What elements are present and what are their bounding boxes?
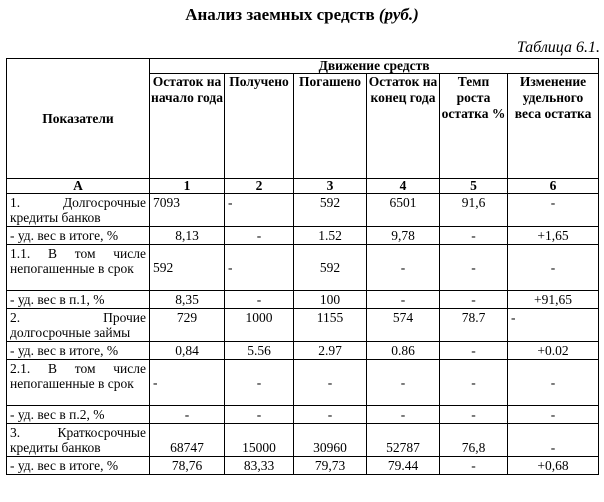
index-cell: 3 xyxy=(294,179,367,194)
table-cell: - xyxy=(440,245,508,291)
table-cell: 79.44 xyxy=(367,457,440,475)
table-cell: 0,84 xyxy=(150,342,225,360)
table-cell: 78,76 xyxy=(150,457,225,475)
table-cell: - xyxy=(225,360,294,406)
row-label: - уд. вес в итоге, % xyxy=(7,227,150,245)
table-cell: +91,65 xyxy=(508,291,599,309)
table-cell: - xyxy=(367,406,440,424)
table-cell: 592 xyxy=(150,245,225,291)
table-row xyxy=(7,342,599,360)
table-cell: - xyxy=(150,360,225,406)
table-cell: 1.52 xyxy=(294,227,367,245)
table-cell: 76,8 xyxy=(440,424,508,457)
index-cell: 1 xyxy=(150,179,225,194)
table-cell: 5.56 xyxy=(225,342,294,360)
table-cell: - xyxy=(225,227,294,245)
table-cell: 1155 xyxy=(294,309,367,342)
table-cell: - xyxy=(508,309,599,342)
table-cell: - xyxy=(508,360,599,406)
table-cell: 6501 xyxy=(367,194,440,227)
row-label: - уд. вес в п.2, % xyxy=(7,406,150,424)
table-row xyxy=(7,194,599,227)
table-cell: - xyxy=(294,406,367,424)
metric-header: Показатели xyxy=(7,59,150,179)
table-cell: 729 xyxy=(150,309,225,342)
table-row xyxy=(7,406,599,424)
borrowed-funds-table xyxy=(6,58,599,475)
column-header: Получено xyxy=(225,74,294,179)
table-cell: - xyxy=(367,245,440,291)
index-row xyxy=(7,179,599,194)
table-row xyxy=(7,457,599,475)
page-title xyxy=(0,5,604,25)
table-cell: - xyxy=(440,342,508,360)
index-cell: 4 xyxy=(367,179,440,194)
table-cell: +0.02 xyxy=(508,342,599,360)
table-cell: - xyxy=(440,457,508,475)
column-header: Изменение удельного веса остатка xyxy=(508,74,599,179)
table-cell: - xyxy=(508,194,599,227)
table-row xyxy=(7,291,599,309)
row-label: - уд. вес в итоге, % xyxy=(7,342,150,360)
table-cell: 8,13 xyxy=(150,227,225,245)
table-cell: 68747 xyxy=(150,424,225,457)
column-header: Погашено xyxy=(294,74,367,179)
index-cell: 6 xyxy=(508,179,599,194)
table-cell: 100 xyxy=(294,291,367,309)
table-cell: - xyxy=(225,406,294,424)
row-label: - уд. вес в п.1, % xyxy=(7,291,150,309)
table-caption: Таблица 6.1. xyxy=(516,39,600,56)
table-cell: - xyxy=(294,360,367,406)
row-label: - уд. вес в итоге, % xyxy=(7,457,150,475)
row-label: 1.1. В том числе непогашенные в срок xyxy=(7,245,150,291)
table-cell: - xyxy=(225,194,294,227)
table-cell: 15000 xyxy=(225,424,294,457)
table-cell: 574 xyxy=(367,309,440,342)
row-label: 2.1. В том числе непогашенные в срок xyxy=(7,360,150,406)
table-cell: +0,68 xyxy=(508,457,599,475)
table-cell: - xyxy=(440,291,508,309)
table-cell: 7093 xyxy=(150,194,225,227)
page-title-text: Анализ заемных средств xyxy=(185,5,375,24)
index-cell: 5 xyxy=(440,179,508,194)
row-label: 3. Краткосрочные кредиты банков xyxy=(7,424,150,457)
table-cell: 0.86 xyxy=(367,342,440,360)
column-header: Остаток на начало года xyxy=(150,74,225,179)
table-cell: - xyxy=(440,227,508,245)
table-row xyxy=(7,309,599,342)
index-cell: 2 xyxy=(225,179,294,194)
table-cell: 52787 xyxy=(367,424,440,457)
table-cell: - xyxy=(440,360,508,406)
table-row xyxy=(7,245,599,291)
index-cell: А xyxy=(7,179,150,194)
table-cell: - xyxy=(508,424,599,457)
table-cell: 78.7 xyxy=(440,309,508,342)
row-label: 2. Прочие долгосрочные займы xyxy=(7,309,150,342)
table-cell: 91,6 xyxy=(440,194,508,227)
header-row-group xyxy=(7,59,599,74)
table-cell: - xyxy=(508,245,599,291)
group-header: Движение средств xyxy=(150,59,599,74)
table-cell: - xyxy=(150,406,225,424)
table-cell: - xyxy=(508,406,599,424)
table-cell: 1000 xyxy=(225,309,294,342)
table-cell: 592 xyxy=(294,194,367,227)
table-row xyxy=(7,227,599,245)
table-cell: - xyxy=(225,245,294,291)
table-row xyxy=(7,424,599,457)
table-cell: 592 xyxy=(294,245,367,291)
table-cell: 8,35 xyxy=(150,291,225,309)
table-cell: - xyxy=(367,291,440,309)
table-cell: +1,65 xyxy=(508,227,599,245)
table-cell: 79,73 xyxy=(294,457,367,475)
column-header: Темп роста остатка % xyxy=(440,74,508,179)
table-cell: - xyxy=(367,360,440,406)
table-cell: - xyxy=(440,406,508,424)
table-cell: 9,78 xyxy=(367,227,440,245)
table-row xyxy=(7,360,599,406)
page-title-unit: (руб.) xyxy=(378,5,419,24)
table-cell: 2.97 xyxy=(294,342,367,360)
table-cell: 30960 xyxy=(294,424,367,457)
table-cell: - xyxy=(225,291,294,309)
row-label: 1. Долгосрочные кредиты банков xyxy=(7,194,150,227)
table-cell: 83,33 xyxy=(225,457,294,475)
column-header: Остаток на конец года xyxy=(367,74,440,179)
